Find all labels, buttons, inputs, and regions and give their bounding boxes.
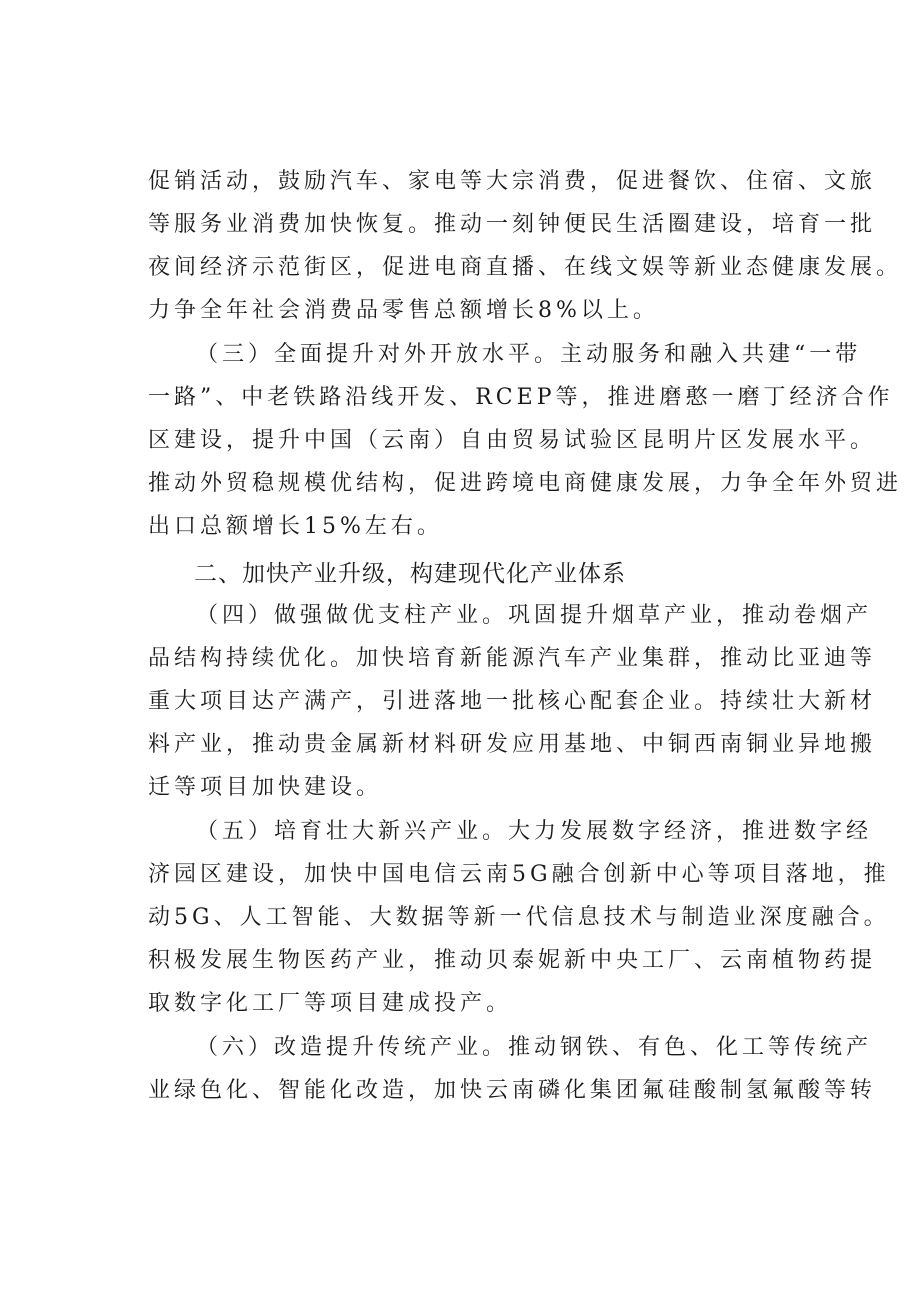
paragraph-consumption-line: 夜间经济示范街区，促进电商直播、在线文娱等新业态健康发展。: [148, 255, 903, 280]
paragraph-consumption-line: 等服务业消费加快恢复。推动一刻钟便民生活圈建设，培育一批: [148, 212, 877, 237]
paragraph-pillar-line: 迁等项目加快建设。: [148, 775, 383, 800]
paragraph-pillar-line: 品结构持续优化。加快培育新能源汽车产业集群，推动比亚迪等: [148, 646, 877, 671]
paragraph-emerging-line: （五）培育壮大新兴产业。大力发展数字经济，推进数字经: [196, 819, 873, 844]
paragraph-opening-line: 推动外贸稳规模优结构，促进跨境电商健康发展，力争全年外贸进: [148, 471, 903, 496]
paragraph-opening-line: 区建设，提升中国（云南）自由贸易试验区昆明片区发展水平。: [148, 428, 877, 453]
paragraph-emerging-line: 积极发展生物医药产业，推动贝泰妮新中央工厂、云南植物药提: [148, 948, 877, 973]
paragraph-pillar-line: 重大项目达产满产，引进落地一批核心配套企业。持续壮大新材: [148, 689, 877, 714]
paragraph-traditional-line: 业绿色化、智能化改造，加快云南磷化集团氟硅酸制氢氟酸等转: [148, 1078, 877, 1103]
paragraph-emerging-line: 济园区建设，加快中国电信云南5G融合创新中心等项目落地，推: [148, 862, 890, 887]
paragraph-emerging-line: 动5G、人工智能、大数据等新一代信息技术与制造业深度融合。: [148, 905, 890, 930]
paragraph-opening-line: 一路”、中老铁路沿线开发、RCEP等，推进磨憨一磨丁经济合作: [148, 385, 894, 410]
paragraph-opening-line: 出口总额增长15%左右。: [148, 514, 443, 539]
paragraph-emerging-line: 取数字化工厂等项目建成投产。: [148, 991, 513, 1016]
paragraph-pillar-line: （四）做强做优支柱产业。巩固提升烟草产业，推动卷烟产: [196, 603, 873, 628]
paragraph-pillar-line: 料产业，推动贵金属新材料研发应用基地、中铜西南铜业异地搬: [148, 732, 877, 757]
paragraph-opening-line: （三）全面提升对外开放水平。主动服务和融入共建“一带: [196, 342, 862, 367]
paragraph-consumption-line: 力争全年社会消费品零售总额增长8%以上。: [148, 298, 659, 323]
paragraph-traditional-line: （六）改造提升传统产业。推动钢铁、有色、化工等传统产: [196, 1035, 873, 1060]
paragraph-consumption-line: 促销活动，鼓励汽车、家电等大宗消费，促进餐饮、住宿、文旅: [148, 169, 877, 194]
section-heading: 二、加快产业升级，构建现代化产业体系: [194, 561, 626, 587]
